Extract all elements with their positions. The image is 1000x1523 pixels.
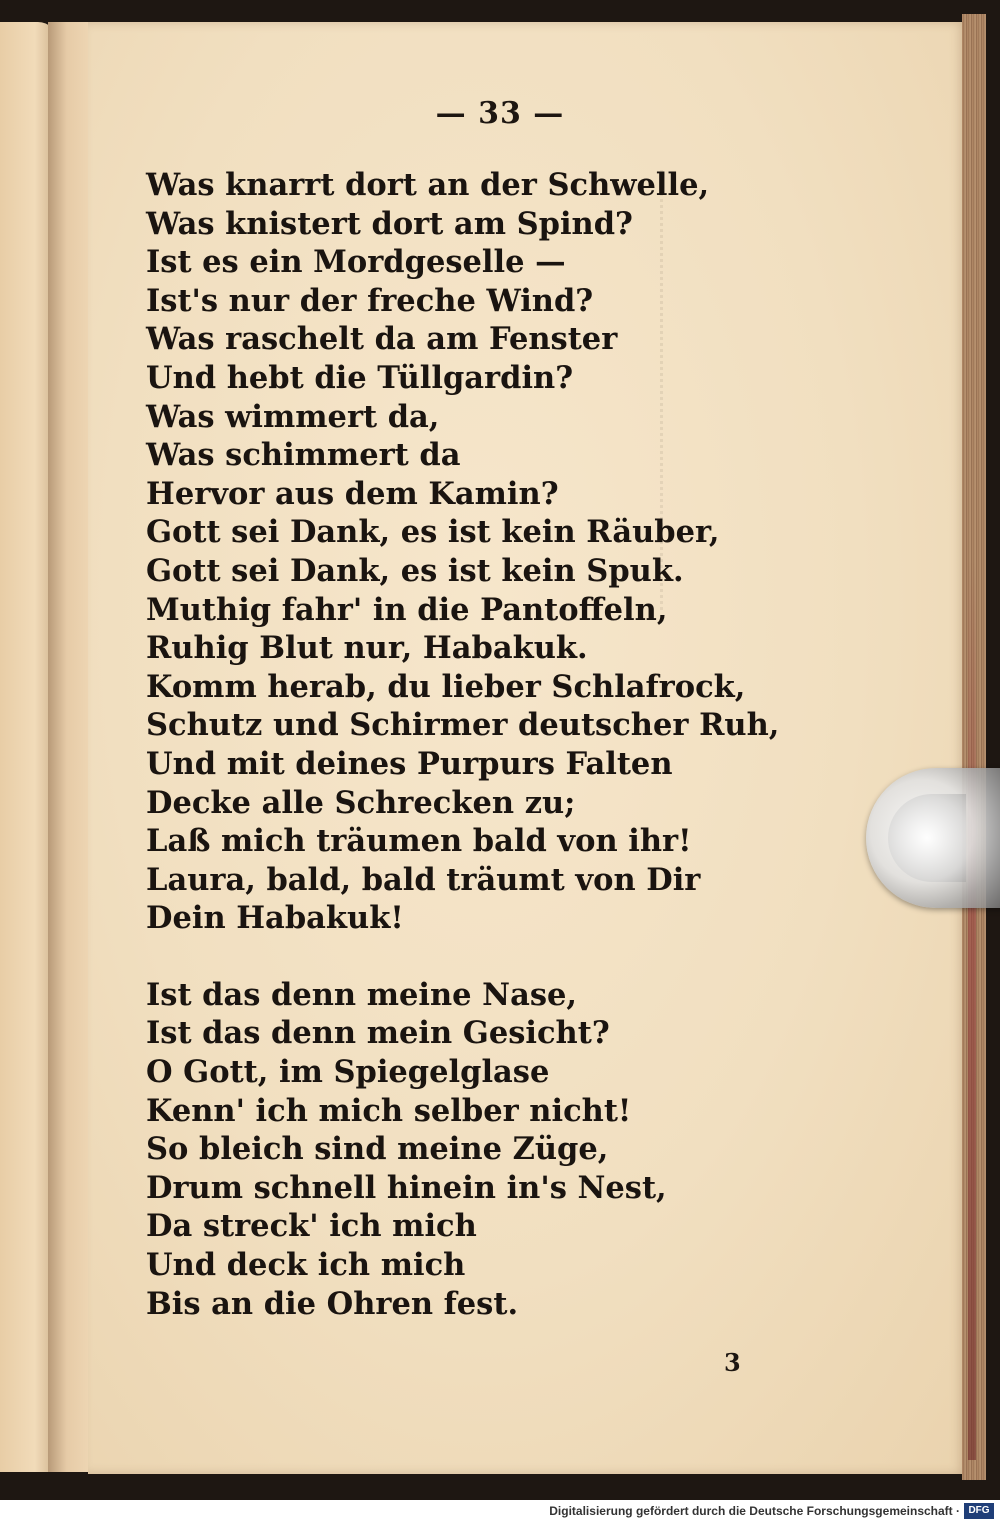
poem-line: Kenn' ich mich selber nicht! xyxy=(146,1092,632,1129)
poem-line: Schutz und Schirmer deutscher Ruh, xyxy=(146,707,780,744)
poem-line: O Gott, im Spiegelglase xyxy=(146,1054,550,1091)
footer-credit: Digitalisierung gefördert durch die Deutsche Forschungsgemeinschaft · xyxy=(549,1504,960,1518)
poem-line: Laura, bald, bald träumt von Dir xyxy=(146,861,701,898)
poem-line: Dein Habakuk! xyxy=(146,900,404,937)
poem-text xyxy=(146,166,780,1323)
poem-line: Drum schnell hinein in's Nest, xyxy=(146,1169,667,1206)
poem-line: Hervor aus dem Kamin? xyxy=(146,475,559,512)
poem-line: Und deck ich mich xyxy=(146,1247,466,1284)
page-number-header: — 33 — xyxy=(435,96,565,131)
stanza-break xyxy=(146,938,706,976)
poem-line: Bis an die Ohren fest. xyxy=(146,1285,519,1322)
poem-line: Gott sei Dank, es ist kein Spuk. xyxy=(146,552,684,589)
page-clip xyxy=(866,768,1000,908)
poem-line: Ist's nur der freche Wind? xyxy=(146,282,594,319)
poem-line: Decke alle Schrecken zu; xyxy=(146,784,576,821)
signature-mark: 3 xyxy=(724,1348,741,1377)
footer-bar xyxy=(0,1500,1000,1523)
dfg-logo: DFG xyxy=(964,1503,994,1519)
poem-line: Und mit deines Purpurs Falten xyxy=(146,745,673,782)
poem-line: Was schimmert da xyxy=(146,437,461,474)
poem-line: Ruhig Blut nur, Habakuk. xyxy=(146,630,588,667)
poem-line: Und hebt die Tüllgardin? xyxy=(146,359,574,396)
poem-line: Ist das denn mein Gesicht? xyxy=(146,1015,610,1052)
poem-line: Muthig fahr' in die Pantoffeln, xyxy=(146,591,668,628)
poem-line: Da streck' ich mich xyxy=(146,1208,477,1245)
page-clip-highlight xyxy=(888,794,966,882)
poem-line: Laß mich träumen bald von ihr! xyxy=(146,823,692,860)
poem-line: So bleich sind meine Züge, xyxy=(146,1131,609,1168)
poem-line: Ist das denn meine Nase, xyxy=(146,976,578,1013)
poem-line: Was raschelt da am Fenster xyxy=(146,321,618,358)
poem-line: Was wimmert da, xyxy=(146,398,440,435)
poem-line: Was knistert dort am Spind? xyxy=(146,205,633,242)
poem-line: Ist es ein Mordgeselle — xyxy=(146,244,566,281)
poem-line: Gott sei Dank, es ist kein Räuber, xyxy=(146,514,720,551)
poem-line: Komm herab, du lieber Schlafrock, xyxy=(146,668,746,705)
book-gutter xyxy=(48,22,90,1472)
page-edge-stain xyxy=(968,560,976,1460)
poem-line: Was knarrt dort an der Schwelle, xyxy=(146,167,710,203)
